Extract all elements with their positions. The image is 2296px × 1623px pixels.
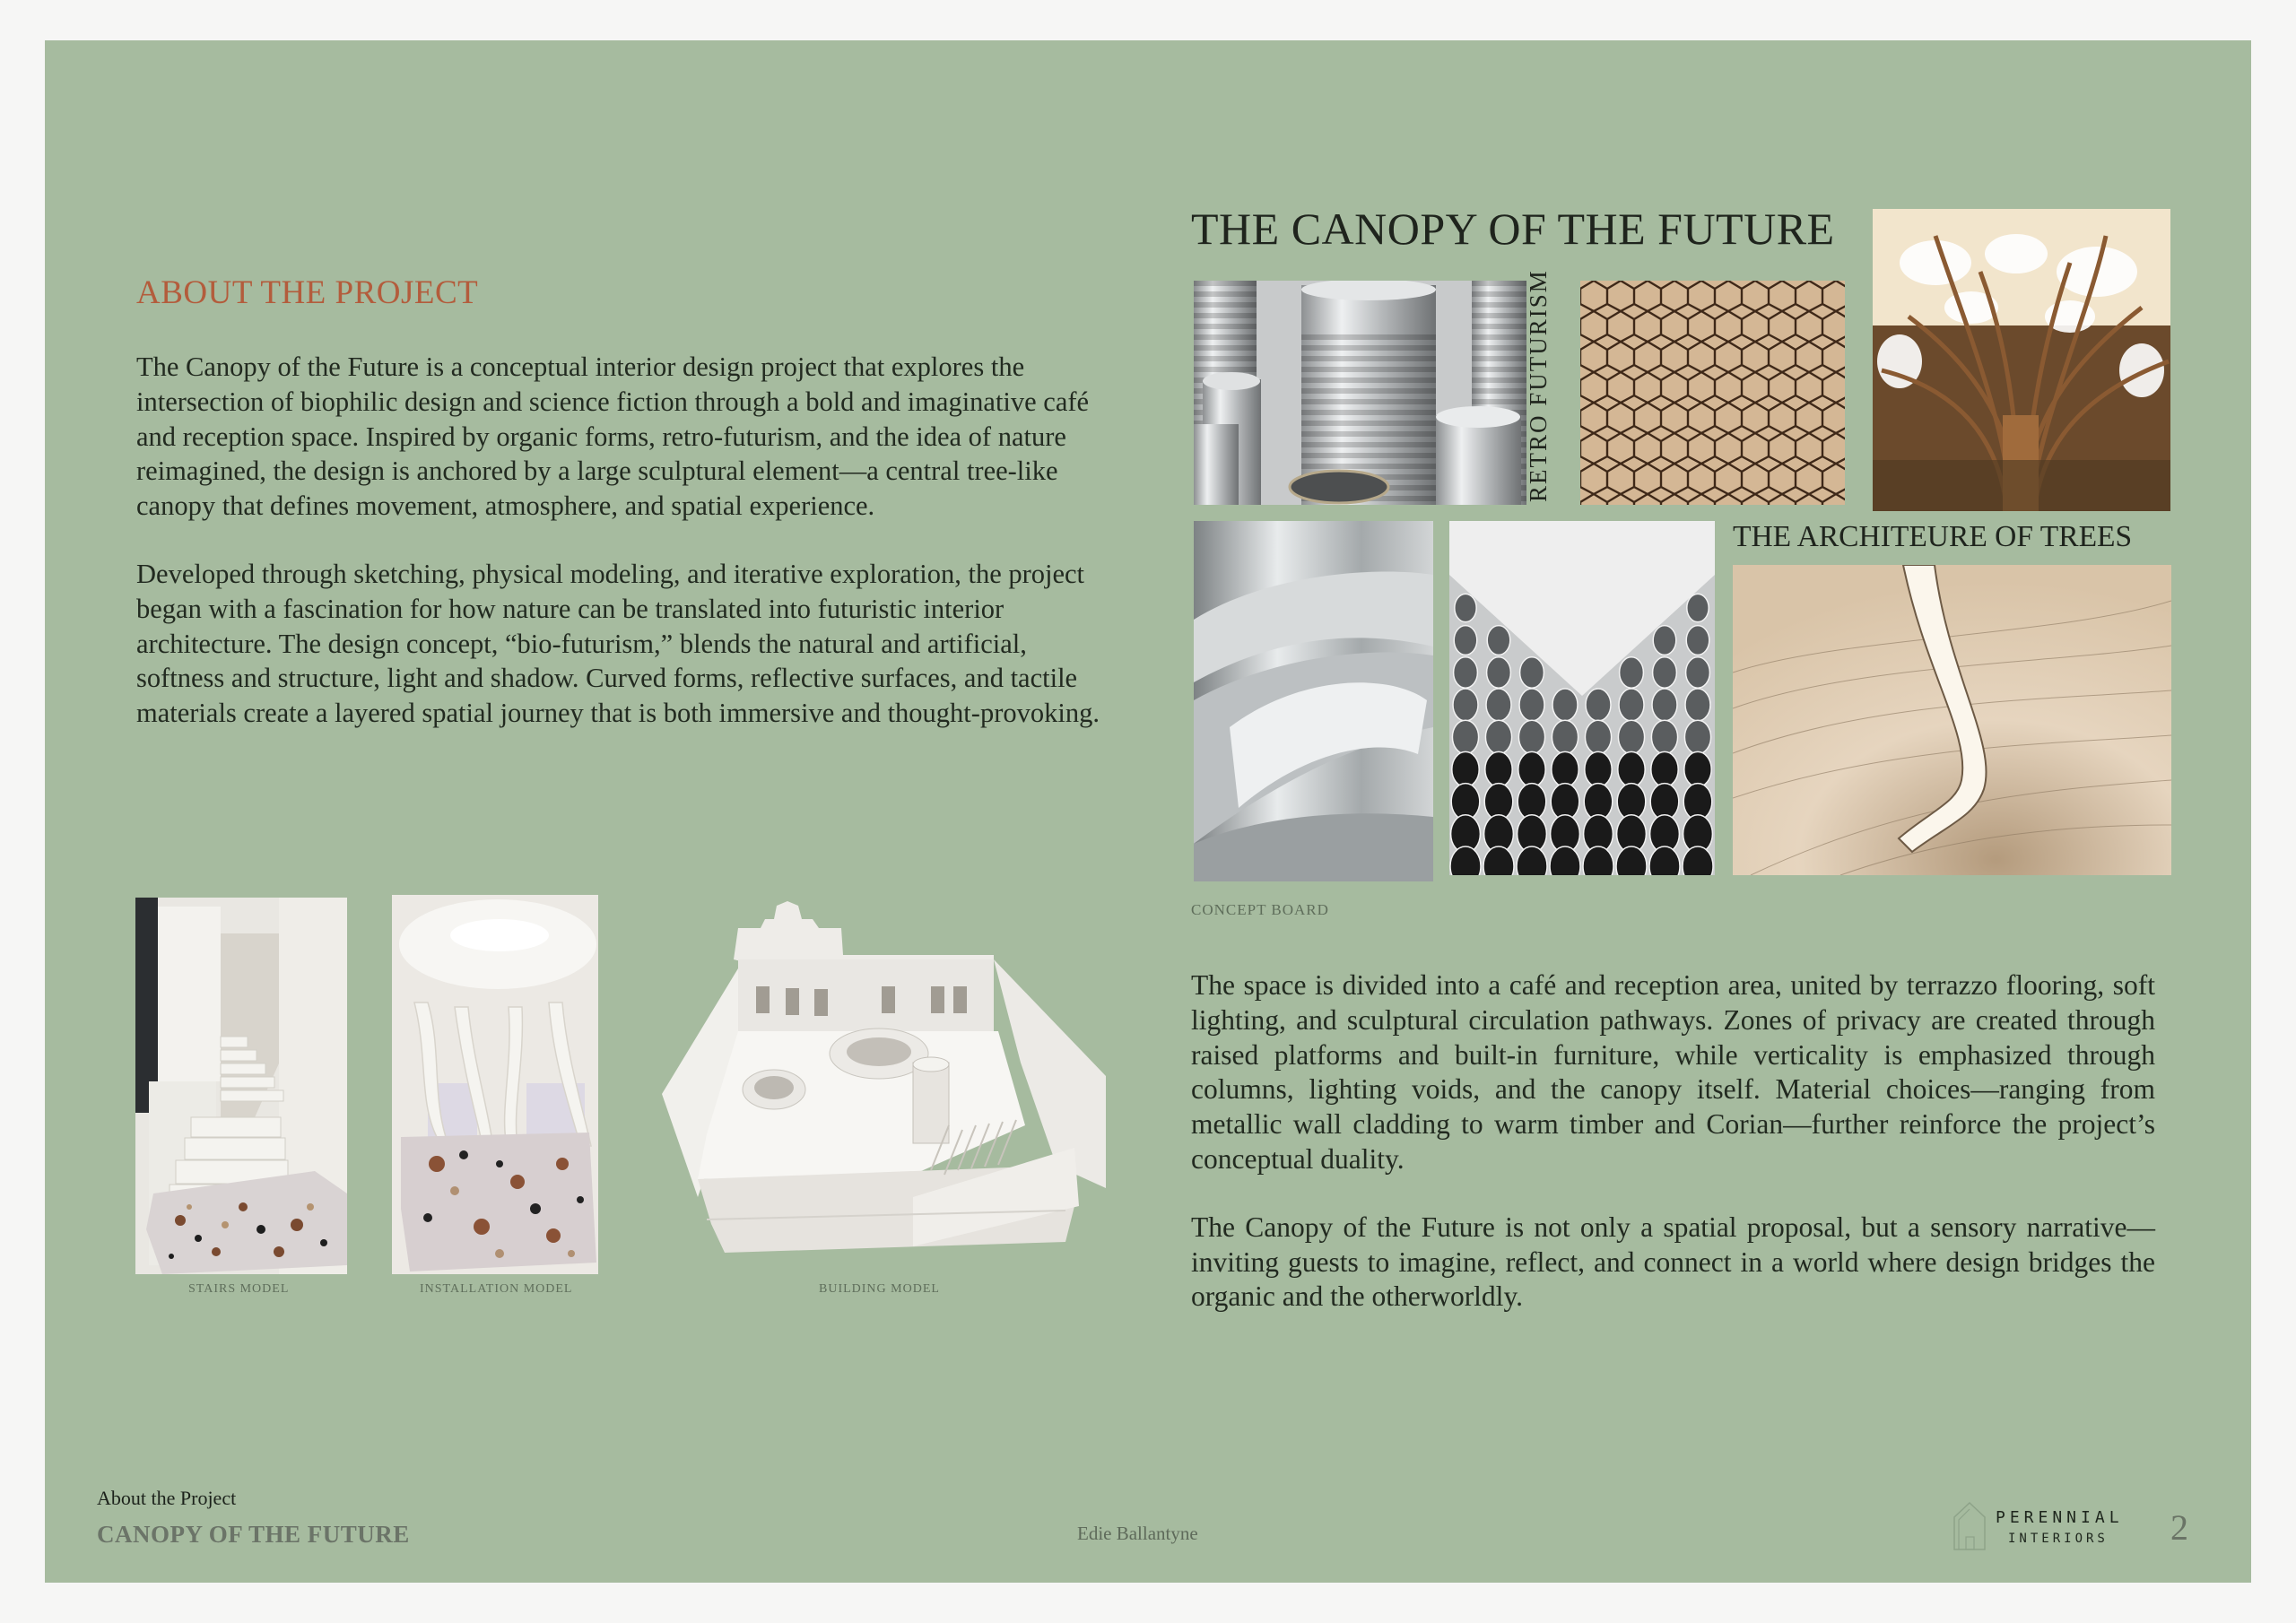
about-body (136, 350, 1118, 764)
house-icon (1952, 1501, 1987, 1551)
honeycomb-pattern-image (1580, 281, 1845, 505)
brand-subname: INTERIORS (2008, 1532, 2109, 1546)
building-model-caption: BUILDING MODEL (819, 1282, 940, 1296)
about-paragraph: The Canopy of the Future is a conceptual interior design project that explores the intersection of biophilic design and science fiction through a bold and imaginative café and reception space. Inspired by organic forms, retro-futurism, and the idea of nature reimagined, the design is anchored by a large sculptural element—a central tree-like canopy that defines movement, atmosphere, and spatial experience. (136, 352, 1090, 522)
concept-board-caption: CONCEPT BOARD (1191, 901, 1329, 918)
brand-logo (1951, 1499, 2130, 1553)
steel-ribbon-sculpture-image (1194, 521, 1433, 881)
brand-name: PERENNIAL (1996, 1508, 2124, 1527)
description-paragraph: The Canopy of the Future is not only a spatial proposal, but a sensory narrative—inviting guests to imagine, reflect, and connect in a world where design bridges the organic and the otherworldly. (1191, 1211, 2155, 1313)
footer-project-title: CANOPY OF THE FUTURE (97, 1521, 410, 1548)
metal-cans-image (1194, 281, 1526, 505)
installation-model-photo (392, 895, 598, 1274)
stairs-model-photo (135, 898, 347, 1274)
building-model-photo (644, 901, 1123, 1255)
description-paragraph: The space is divided into a café and reception area, united by terrazzo flooring, soft lighting, and sculptural circulation pathways. Zones of privacy are created through raised platforms and built-in furniture, while verticality is emphasized through columns, lighting voids, and the canopy itself. Material choices—ranging from metallic wall cladding to warm timber and Corian—further reinforce the project’s conceptual duality. (1191, 969, 2155, 1175)
description-body (1191, 968, 2155, 1348)
page-number: 2 (2170, 1507, 2188, 1548)
tree-canopy-columns-image (1873, 209, 2170, 511)
about-heading: ABOUT THE PROJECT (136, 274, 479, 311)
about-paragraph: Developed through sketching, physical modeling, and iterative exploration, the project began with a fascination for how nature can be translated into futuristic interior architecture. The design concept, “bio-futurism,” blends the natural and artificial, softness and structure, light and shadow. Curved forms, reflective surfaces, and tactile materials create a layered spatial journey that is both immersive and thought-provoking. (136, 558, 1100, 729)
curved-tunnel-ceiling-image (1733, 565, 2171, 875)
concept-board-title: THE CANOPY OF THE FUTURE (1191, 204, 1835, 254)
retro-futurism-label: RETRO FUTURISM (1525, 269, 1552, 502)
stairs-model-caption: STAIRS MODEL (188, 1282, 290, 1296)
installation-model-caption: INSTALLATION MODEL (420, 1282, 573, 1296)
perforated-facade-image (1449, 521, 1715, 875)
footer-author: Edie Ballantyne (1077, 1523, 1198, 1544)
footer-section-label: About the Project (97, 1487, 237, 1509)
architecture-of-trees-title: THE ARCHITEURE OF TREES (1733, 520, 2133, 553)
